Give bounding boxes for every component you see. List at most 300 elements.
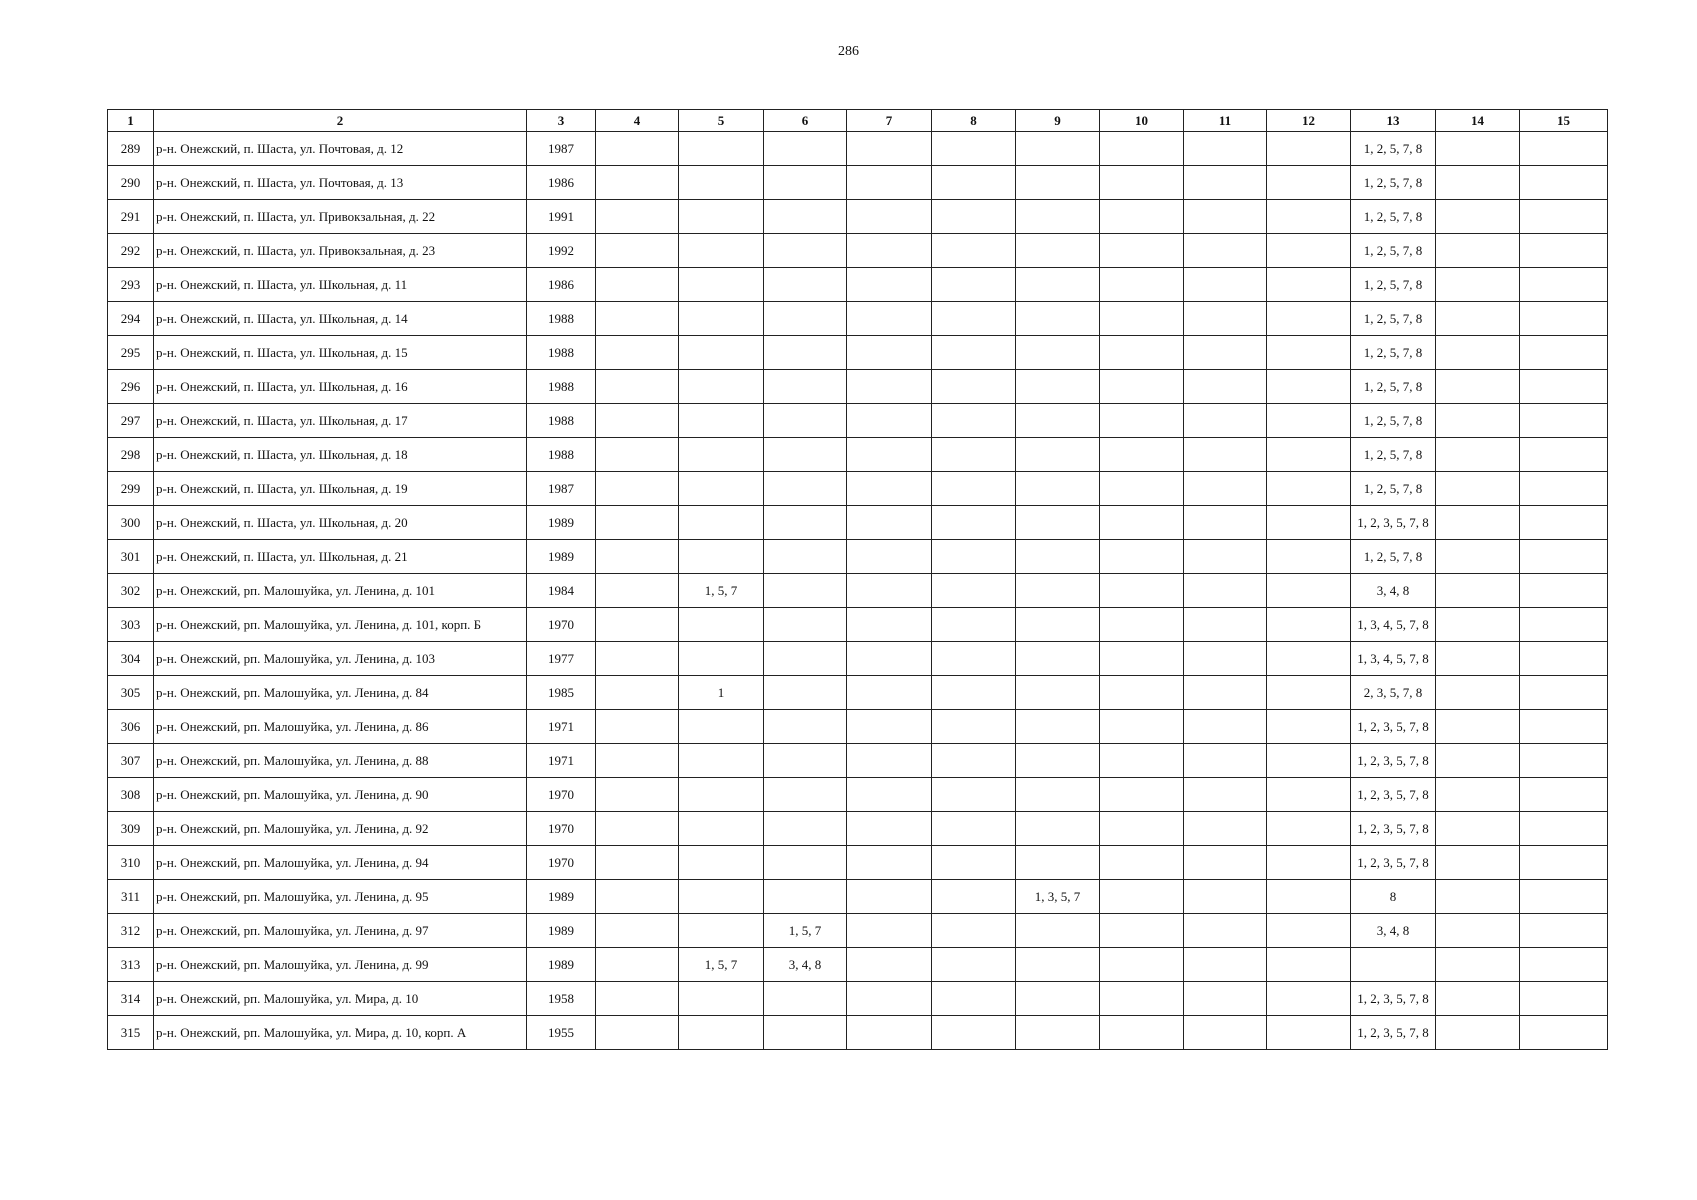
table-cell-col-5 [679,642,764,676]
table-cell-col-2: р-н. Онежский, п. Шаста, ул. Привокзальная, д. 22 [154,200,527,234]
table-cell-col-9 [1016,812,1100,846]
table-cell-col-13: 3, 4, 8 [1351,914,1436,948]
table-cell-col-13: 1, 2, 5, 7, 8 [1351,234,1436,268]
table-cell-col-1: 293 [108,268,154,302]
table-cell-col-14 [1436,710,1520,744]
table-cell-col-10 [1100,234,1184,268]
column-header-15: 15 [1520,110,1608,132]
table-cell-col-7 [847,608,932,642]
table-cell-col-14 [1436,438,1520,472]
table-row [108,200,1608,234]
table-cell-col-1: 311 [108,880,154,914]
column-header-13: 13 [1351,110,1436,132]
table-cell-col-8 [932,846,1016,880]
table-cell-col-10 [1100,1016,1184,1050]
table-cell-col-2: р-н. Онежский, п. Шаста, ул. Школьная, д. 11 [154,268,527,302]
table-cell-col-14 [1436,404,1520,438]
table-cell-col-11 [1184,438,1267,472]
table-cell-col-15 [1520,846,1608,880]
table-cell-col-4 [596,370,679,404]
table-cell-col-7 [847,676,932,710]
table-cell-col-12 [1267,370,1351,404]
table-cell-col-12 [1267,642,1351,676]
table-cell-col-1: 291 [108,200,154,234]
table-cell-col-9 [1016,200,1100,234]
table-cell-col-11 [1184,132,1267,166]
table-cell-col-12 [1267,982,1351,1016]
table-cell-col-6 [764,846,847,880]
table-cell-col-12 [1267,336,1351,370]
table-cell-col-7 [847,472,932,506]
table-cell-col-13: 3, 4, 8 [1351,574,1436,608]
table-cell-col-4 [596,812,679,846]
table-cell-col-6 [764,336,847,370]
table-cell-col-5: 1, 5, 7 [679,574,764,608]
table-cell-col-7 [847,302,932,336]
table-cell-col-14 [1436,812,1520,846]
table-cell-col-6 [764,608,847,642]
table-cell-col-14 [1436,506,1520,540]
table-cell-col-10 [1100,370,1184,404]
table-cell-col-10 [1100,676,1184,710]
table-cell-col-6 [764,370,847,404]
table-cell-col-6 [764,880,847,914]
table-cell-col-10 [1100,404,1184,438]
table-cell-col-13: 1, 2, 3, 5, 7, 8 [1351,846,1436,880]
table-cell-col-6 [764,404,847,438]
table-cell-col-15 [1520,370,1608,404]
table-cell-col-8 [932,540,1016,574]
table-cell-col-3: 1988 [527,404,596,438]
table-cell-col-9 [1016,710,1100,744]
table-cell-col-11 [1184,710,1267,744]
table-cell-col-13: 1, 2, 5, 7, 8 [1351,200,1436,234]
table-cell-col-5 [679,710,764,744]
table-cell-col-14 [1436,234,1520,268]
table-cell-col-4 [596,676,679,710]
table-cell-col-15 [1520,302,1608,336]
table-cell-col-15 [1520,574,1608,608]
table-cell-col-11 [1184,914,1267,948]
table-cell-col-7 [847,812,932,846]
table-cell-col-7 [847,234,932,268]
table-cell-col-5 [679,268,764,302]
table-cell-col-5 [679,744,764,778]
table-cell-col-6 [764,166,847,200]
table-cell-col-4 [596,166,679,200]
table-cell-col-8 [932,302,1016,336]
table-cell-col-2: р-н. Онежский, п. Шаста, ул. Школьная, д. 18 [154,438,527,472]
table-cell-col-6 [764,132,847,166]
table-cell-col-13: 1, 2, 5, 7, 8 [1351,336,1436,370]
table-cell-col-1: 302 [108,574,154,608]
table-cell-col-10 [1100,948,1184,982]
table-cell-col-3: 1986 [527,268,596,302]
table-row [108,778,1608,812]
table-cell-col-13: 8 [1351,880,1436,914]
table-cell-col-14 [1436,336,1520,370]
table-row [108,846,1608,880]
table-cell-col-1: 314 [108,982,154,1016]
table-cell-col-4 [596,846,679,880]
table-cell-col-5 [679,302,764,336]
table-cell-col-15 [1520,336,1608,370]
table-cell-col-4 [596,268,679,302]
table-cell-col-3: 1986 [527,166,596,200]
table-cell-col-11 [1184,540,1267,574]
table-cell-col-11 [1184,200,1267,234]
table-cell-col-1: 295 [108,336,154,370]
table-cell-col-1: 301 [108,540,154,574]
table-cell-col-11 [1184,948,1267,982]
table-cell-col-3: 1970 [527,846,596,880]
table-cell-col-4 [596,200,679,234]
table-cell-col-8 [932,744,1016,778]
table-cell-col-7 [847,506,932,540]
table-cell-col-11 [1184,1016,1267,1050]
table-cell-col-9 [1016,506,1100,540]
table-cell-col-6 [764,642,847,676]
table-cell-col-8 [932,608,1016,642]
table-cell-col-15 [1520,710,1608,744]
table-cell-col-7 [847,710,932,744]
table-cell-col-1: 304 [108,642,154,676]
table-cell-col-8 [932,948,1016,982]
table-cell-col-15 [1520,166,1608,200]
table-cell-col-7 [847,914,932,948]
table-cell-col-10 [1100,846,1184,880]
table-cell-col-4 [596,506,679,540]
table-cell-col-4 [596,982,679,1016]
table-cell-col-8 [932,676,1016,710]
table-cell-col-5 [679,166,764,200]
table-cell-col-1: 306 [108,710,154,744]
table-cell-col-7 [847,778,932,812]
table-cell-col-14 [1436,642,1520,676]
table-cell-col-9 [1016,574,1100,608]
table-cell-col-13: 1, 2, 3, 5, 7, 8 [1351,982,1436,1016]
table-cell-col-3: 1987 [527,132,596,166]
table-cell-col-10 [1100,472,1184,506]
table-cell-col-15 [1520,914,1608,948]
table-cell-col-2: р-н. Онежский, рп. Малошуйка, ул. Ленина, д. 90 [154,778,527,812]
table-cell-col-7 [847,370,932,404]
table-cell-col-1: 303 [108,608,154,642]
table-row [108,506,1608,540]
table-cell-col-7 [847,846,932,880]
table-cell-col-12 [1267,574,1351,608]
table-row [108,948,1608,982]
table-cell-col-8 [932,778,1016,812]
table-cell-col-14 [1436,778,1520,812]
table-cell-col-3: 1987 [527,472,596,506]
table-cell-col-9 [1016,166,1100,200]
table-cell-col-2: р-н. Онежский, рп. Малошуйка, ул. Ленина, д. 84 [154,676,527,710]
table-cell-col-14 [1436,472,1520,506]
table-cell-col-13: 1, 2, 5, 7, 8 [1351,132,1436,166]
table-cell-col-12 [1267,472,1351,506]
table-cell-col-12 [1267,404,1351,438]
column-header-6: 6 [764,110,847,132]
table-cell-col-9 [1016,234,1100,268]
table-cell-col-7 [847,336,932,370]
table-cell-col-6 [764,812,847,846]
table-cell-col-13: 1, 3, 4, 5, 7, 8 [1351,608,1436,642]
table-cell-col-10 [1100,336,1184,370]
table-cell-col-14 [1436,1016,1520,1050]
table-row [108,268,1608,302]
table-cell-col-5: 1 [679,676,764,710]
table-cell-col-5 [679,132,764,166]
table-cell-col-3: 1988 [527,336,596,370]
table-cell-col-2: р-н. Онежский, рп. Малошуйка, ул. Ленина, д. 101 [154,574,527,608]
table-cell-col-7 [847,1016,932,1050]
table-cell-col-11 [1184,982,1267,1016]
table-cell-col-8 [932,132,1016,166]
column-header-11: 11 [1184,110,1267,132]
table-cell-col-3: 1989 [527,880,596,914]
column-header-9: 9 [1016,110,1100,132]
table-cell-col-8 [932,438,1016,472]
table-cell-col-14 [1436,948,1520,982]
table-cell-col-1: 294 [108,302,154,336]
table-cell-col-8 [932,1016,1016,1050]
table-cell-col-8 [932,370,1016,404]
table-cell-col-8 [932,336,1016,370]
table-cell-col-13: 1, 2, 5, 7, 8 [1351,438,1436,472]
table-cell-col-5 [679,540,764,574]
table-row [108,608,1608,642]
table-cell-col-10 [1100,914,1184,948]
table-cell-col-13: 2, 3, 5, 7, 8 [1351,676,1436,710]
column-header-1: 1 [108,110,154,132]
table-cell-col-8 [932,914,1016,948]
table-cell-col-4 [596,1016,679,1050]
table-cell-col-3: 1988 [527,370,596,404]
table-cell-col-6 [764,438,847,472]
table-cell-col-1: 300 [108,506,154,540]
table-cell-col-6 [764,1016,847,1050]
table-cell-col-13: 1, 2, 3, 5, 7, 8 [1351,744,1436,778]
table-cell-col-4 [596,642,679,676]
table-cell-col-4 [596,608,679,642]
table-cell-col-7 [847,982,932,1016]
table-cell-col-10 [1100,540,1184,574]
column-header-3: 3 [527,110,596,132]
table-cell-col-6 [764,200,847,234]
table-cell-col-6 [764,744,847,778]
table-cell-col-15 [1520,642,1608,676]
table-cell-col-11 [1184,234,1267,268]
table-cell-col-2: р-н. Онежский, п. Шаста, ул. Школьная, д. 21 [154,540,527,574]
table-cell-col-1: 308 [108,778,154,812]
table-cell-col-2: р-н. Онежский, п. Шаста, ул. Школьная, д. 14 [154,302,527,336]
table-row [108,642,1608,676]
table-cell-col-4 [596,710,679,744]
table-cell-col-5 [679,778,764,812]
table-row [108,676,1608,710]
table-cell-col-13: 1, 2, 3, 5, 7, 8 [1351,710,1436,744]
table-cell-col-14 [1436,370,1520,404]
table-cell-col-6 [764,268,847,302]
table-cell-col-15 [1520,200,1608,234]
table-cell-col-4 [596,132,679,166]
table-cell-col-11 [1184,166,1267,200]
table-cell-col-12 [1267,132,1351,166]
table-cell-col-11 [1184,506,1267,540]
table-cell-col-5 [679,438,764,472]
table-cell-col-14 [1436,540,1520,574]
table-cell-col-2: р-н. Онежский, рп. Малошуйка, ул. Мира, д. 10, корп. А [154,1016,527,1050]
table-cell-col-1: 313 [108,948,154,982]
table-cell-col-7 [847,574,932,608]
table-row [108,710,1608,744]
table-cell-col-3: 1970 [527,608,596,642]
table-cell-col-3: 1970 [527,812,596,846]
table-cell-col-7 [847,948,932,982]
table-cell-col-2: р-н. Онежский, рп. Малошуйка, ул. Ленина, д. 94 [154,846,527,880]
table-cell-col-6 [764,982,847,1016]
table-cell-col-9 [1016,778,1100,812]
table-cell-col-4 [596,574,679,608]
table-cell-col-9 [1016,472,1100,506]
table-cell-col-4 [596,336,679,370]
table-cell-col-2: р-н. Онежский, рп. Малошуйка, ул. Ленина, д. 97 [154,914,527,948]
table-cell-col-12 [1267,166,1351,200]
table-cell-col-12 [1267,778,1351,812]
page-number: 286 [838,44,859,59]
table-cell-col-11 [1184,302,1267,336]
table-cell-col-2: р-н. Онежский, п. Шаста, ул. Школьная, д. 15 [154,336,527,370]
table-cell-col-15 [1520,880,1608,914]
table-cell-col-3: 1992 [527,234,596,268]
table-cell-col-2: р-н. Онежский, рп. Малошуйка, ул. Ленина, д. 101, корп. Б [154,608,527,642]
table-cell-col-4 [596,234,679,268]
table-cell-col-1: 297 [108,404,154,438]
table-cell-col-15 [1520,778,1608,812]
table-row [108,234,1608,268]
table-cell-col-7 [847,540,932,574]
table-cell-col-8 [932,472,1016,506]
table-cell-col-2: р-н. Онежский, п. Шаста, ул. Школьная, д. 16 [154,370,527,404]
table-cell-col-15 [1520,744,1608,778]
table-cell-col-10 [1100,812,1184,846]
table-cell-col-12 [1267,880,1351,914]
table-cell-col-13: 1, 2, 5, 7, 8 [1351,404,1436,438]
table-cell-col-10 [1100,132,1184,166]
table-row [108,166,1608,200]
table-cell-col-10 [1100,302,1184,336]
table-cell-col-9 [1016,948,1100,982]
table-cell-col-6 [764,540,847,574]
table-cell-col-15 [1520,608,1608,642]
table-cell-col-9 [1016,404,1100,438]
table-cell-col-10 [1100,506,1184,540]
table-cell-col-7 [847,200,932,234]
table-cell-col-14 [1436,574,1520,608]
table-cell-col-11 [1184,846,1267,880]
table-cell-col-15 [1520,268,1608,302]
table-cell-col-5 [679,608,764,642]
table-cell-col-9 [1016,1016,1100,1050]
table-cell-col-12 [1267,302,1351,336]
table-row [108,336,1608,370]
column-header-4: 4 [596,110,679,132]
table-cell-col-15 [1520,132,1608,166]
table-cell-col-14 [1436,676,1520,710]
table-cell-col-9: 1, 3, 5, 7 [1016,880,1100,914]
table-cell-col-3: 1988 [527,438,596,472]
table-cell-col-2: р-н. Онежский, рп. Малошуйка, ул. Ленина, д. 86 [154,710,527,744]
table-cell-col-15 [1520,438,1608,472]
table-cell-col-13: 1, 2, 3, 5, 7, 8 [1351,506,1436,540]
table-cell-col-15 [1520,948,1608,982]
table-cell-col-8 [932,812,1016,846]
table-cell-col-8 [932,506,1016,540]
table-cell-col-7 [847,438,932,472]
table-row [108,132,1608,166]
table-cell-col-1: 296 [108,370,154,404]
table-cell-col-10 [1100,268,1184,302]
table-cell-col-2: р-н. Онежский, п. Шаста, ул. Школьная, д. 17 [154,404,527,438]
table-cell-col-4 [596,880,679,914]
table-row [108,880,1608,914]
table-row [108,438,1608,472]
table-cell-col-5: 1, 5, 7 [679,948,764,982]
table-cell-col-2: р-н. Онежский, п. Шаста, ул. Школьная, д. 20 [154,506,527,540]
table-cell-col-3: 1977 [527,642,596,676]
table-cell-col-15 [1520,676,1608,710]
table-cell-col-14 [1436,302,1520,336]
table-cell-col-2: р-н. Онежский, рп. Малошуйка, ул. Ленина, д. 103 [154,642,527,676]
table-cell-col-10 [1100,166,1184,200]
table-cell-col-10 [1100,982,1184,1016]
table-cell-col-15 [1520,540,1608,574]
table-cell-col-4 [596,404,679,438]
table-cell-col-9 [1016,438,1100,472]
table-cell-col-12 [1267,948,1351,982]
table-cell-col-6 [764,234,847,268]
table-cell-col-7 [847,166,932,200]
table-cell-col-5 [679,336,764,370]
table-cell-col-12 [1267,710,1351,744]
table-cell-col-2: р-н. Онежский, рп. Малошуйка, ул. Ленина, д. 88 [154,744,527,778]
table-cell-col-10 [1100,880,1184,914]
table-cell-col-1: 299 [108,472,154,506]
table-cell-col-3: 1971 [527,710,596,744]
table-cell-col-11 [1184,676,1267,710]
table-cell-col-4 [596,438,679,472]
table-cell-col-13: 1, 2, 5, 7, 8 [1351,472,1436,506]
table-row [108,812,1608,846]
table-cell-col-15 [1520,472,1608,506]
table-cell-col-15 [1520,234,1608,268]
table-cell-col-11 [1184,880,1267,914]
table-cell-col-5 [679,1016,764,1050]
table-row [108,1016,1608,1050]
table-cell-col-3: 1989 [527,914,596,948]
table-cell-col-6 [764,710,847,744]
table-cell-col-14 [1436,166,1520,200]
table-cell-col-8 [932,880,1016,914]
table-cell-col-14 [1436,880,1520,914]
table-row [108,302,1608,336]
table-cell-col-13: 1, 2, 5, 7, 8 [1351,268,1436,302]
table-cell-col-12 [1267,812,1351,846]
table-cell-col-11 [1184,744,1267,778]
table-cell-col-8 [932,234,1016,268]
table-cell-col-13: 1, 2, 5, 7, 8 [1351,166,1436,200]
